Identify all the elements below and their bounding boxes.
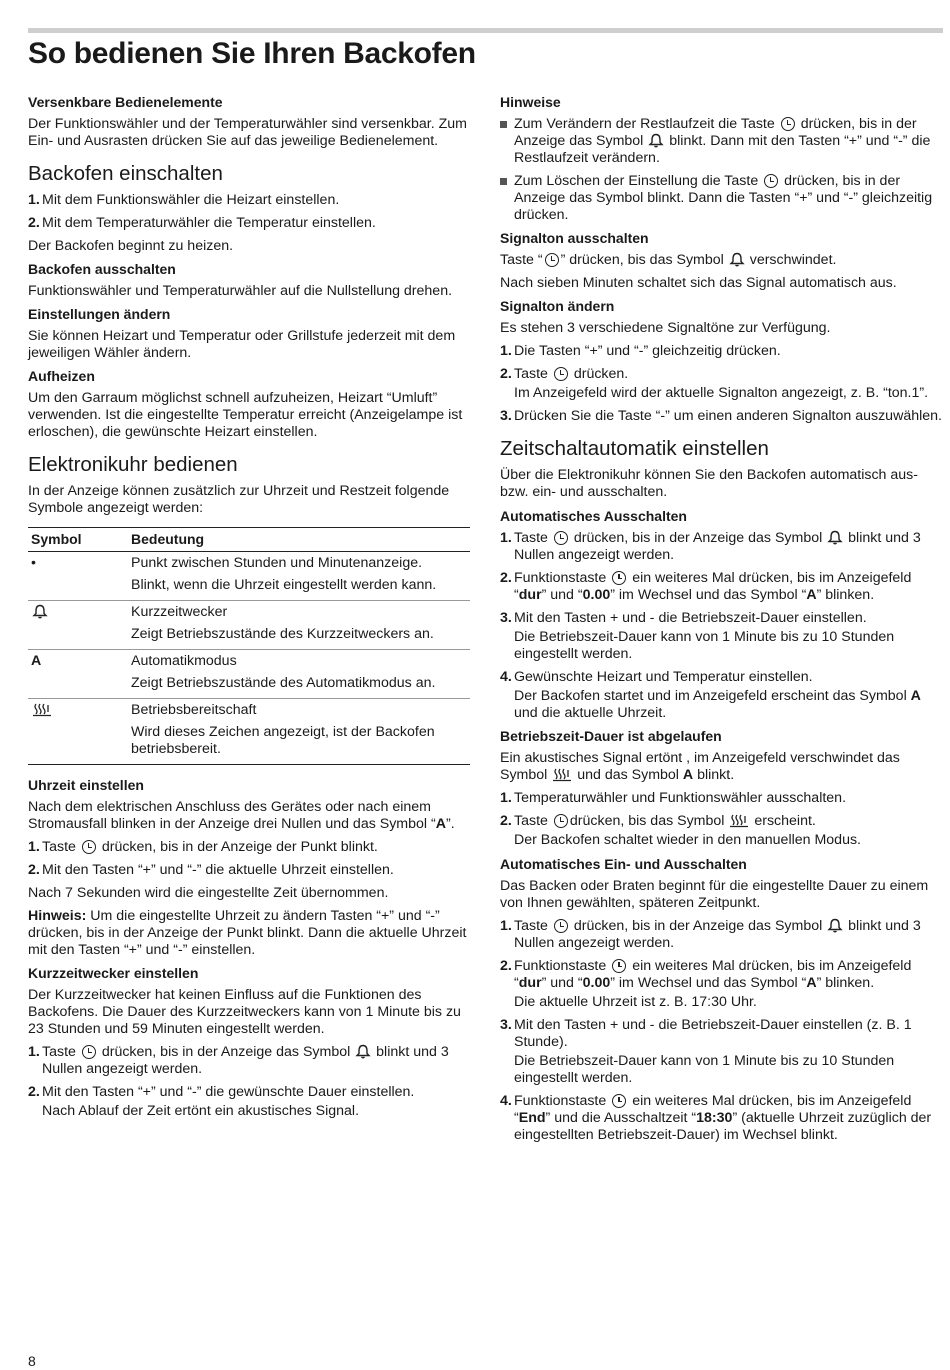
page-title: So bedienen Sie Ihren Backofen — [28, 37, 476, 70]
list-item: 1. Taste drücken, bis in der Anzeige der Punkt blinkt. — [28, 839, 378, 855]
aufheizen-heading: Aufheizen — [28, 368, 95, 384]
list-item: 2. Mit dem Temperaturwähler die Temperatur einstellen. — [28, 215, 376, 231]
einaus-steps — [500, 918, 942, 1144]
uhrzeit-steps — [28, 839, 470, 879]
einaus-heading: Automatisches Ein- und Ausschalten — [500, 856, 747, 872]
uhrzeit-after: Nach 7 Sekunden wird die eingestellte Zeit übernommen. — [28, 885, 389, 901]
versenkbar-text: Der Funktionswähler und der Temperaturwähler sind versenkbar. Zum Ein- und Ausrasten drücken Sie auf das jeweilige Bedienelement. — [28, 116, 467, 149]
abgelaufen-heading: Betriebszeit-Dauer ist abgelaufen — [500, 728, 722, 744]
uhrzeit-heading: Uhrzeit einstellen — [28, 777, 144, 793]
signal-aus-text: Taste “ ” drücken, bis das Symbol verschwindet. — [500, 252, 837, 268]
auto-aus-heading: Automatisches Ausschalten — [500, 508, 687, 524]
list-item: 2. Funktionstaste ein weiteres Mal drücken, bis im Anzeigefeld “dur” und “0.00” im Wechsel und das Symbol “A” blinken. Die aktuelle Uhrzeit ist z. B. 17:30 Uhr. — [500, 958, 912, 1010]
signal-and-heading: Signalton ändern — [500, 298, 615, 314]
clock-icon — [764, 174, 778, 188]
zeit-text: Über die Elektronikuhr können Sie den Backofen automatisch aus- bzw. ein- und ausschalten. — [500, 467, 918, 500]
list-item: 1. Die Tasten “+” und “-” gleichzeitig drücken. — [500, 343, 781, 359]
automatik-symbol: A — [28, 650, 128, 699]
header-rule — [28, 28, 943, 33]
table-row: • Punkt zwischen Stunden und Minutenanzeige. Blinkt, wenn die Uhrzeit eingestellt werden kann. — [28, 552, 470, 601]
bell-icon — [827, 918, 843, 933]
signal-aus-text-2: Nach sieben Minuten schaltet sich das Signal automatisch aus. — [500, 275, 897, 291]
bell-icon — [729, 252, 745, 267]
ausschalten-heading: Backofen ausschalten — [28, 261, 176, 277]
clock-icon — [554, 367, 568, 381]
clock-icon — [82, 1045, 96, 1059]
clock-icon — [612, 571, 626, 585]
list-item: Zum Löschen der Einstellung die Taste drücken, bis in der Anzeige das Symbol blinkt. Dann die Tasten “+” und “-” gleichzeitig drücken. — [500, 173, 942, 224]
list-item: 2. Taste drücken. Im Anzeigefeld wird der aktuelle Signalton angezeigt, z. B. “ton.1”. — [500, 366, 929, 401]
einstellungen-heading: Einstellungen ändern — [28, 306, 171, 322]
clock-icon — [545, 253, 559, 267]
list-item: 3. Mit den Tasten + und - die Betriebszeit-Dauer einstellen (z. B. 1 Stunde). Die Betriebszeit-Dauer kann von 1 Minute bis zu 10 Stunden eingestellt werden. — [500, 1017, 912, 1086]
right-column — [500, 94, 942, 1150]
heat-waves-icon — [552, 768, 572, 782]
einschalten-steps — [28, 192, 470, 232]
square-bullet-icon — [500, 121, 507, 128]
abgelaufen-steps — [500, 790, 942, 849]
table-row: A Automatikmodus Zeigt Betriebszustände des Automatikmodus an. — [28, 650, 470, 699]
list-item: 2. Funktionstaste ein weiteres Mal drücken, bis im Anzeigefeld “dur” und “0.00” im Wechsel und das Symbol “A” blinken. — [500, 570, 912, 603]
list-item: 4. Gewünschte Heizart und Temperatur einstellen. Der Backofen startet und im Anzeigefeld erscheint das Symbol A und die aktuelle Uhrzeit. — [500, 669, 921, 721]
page-number: 8 — [28, 1353, 36, 1369]
clock-icon — [554, 814, 568, 828]
list-item: Zum Verändern der Restlaufzeit die Taste drücken, bis in der Anzeige das Symbol blinkt. Dann mit den Tasten “+” und “-” die Restlaufzeit verändern. — [500, 116, 942, 167]
kurzzeit-steps — [28, 1044, 470, 1120]
left-column — [28, 94, 470, 1126]
hinweise-list — [500, 116, 942, 224]
table-row: Betriebsbereitschaft Wird dieses Zeichen angezeigt, ist der Backofen betriebsbereit. — [28, 699, 470, 765]
heat-waves-icon — [729, 814, 749, 828]
hinweise-heading: Hinweise — [500, 94, 561, 110]
list-item: 2. Taste drücken, bis das Symbol erscheint. Der Backofen schaltet wieder in den manuellen Modus. — [500, 813, 861, 848]
dot-symbol: • — [28, 552, 128, 601]
list-item: 1. Taste drücken, bis in der Anzeige das Symbol blinkt und 3 Nullen angezeigt werden. — [28, 1044, 449, 1077]
list-item: 1. Temperaturwähler und Funktionswähler ausschalten. — [500, 790, 847, 806]
einstellungen-text: Sie können Heizart und Temperatur oder Grillstufe jederzeit mit dem jeweiligen Wähler ändern. — [28, 328, 456, 361]
einschalten-after: Der Backofen beginnt zu heizen. — [28, 238, 234, 254]
table-header-symbol: Symbol — [28, 528, 128, 552]
list-item: 2. Mit den Tasten “+” und “-” die aktuelle Uhrzeit einstellen. — [28, 862, 394, 878]
list-item: 2. Mit den Tasten “+” und “-” die gewünschte Dauer einstellen. Nach Ablauf der Zeit ertönt ein akustisches Signal. — [28, 1084, 415, 1119]
clock-icon — [612, 959, 626, 973]
versenkbar-heading: Versenkbare Bedienelemente — [28, 94, 223, 110]
bell-icon — [355, 1044, 371, 1059]
ausschalten-text: Funktionswähler und Temperaturwähler auf die Nullstellung drehen. — [28, 283, 453, 299]
symbol-table — [28, 527, 470, 765]
table-header-bedeutung: Bedeutung — [128, 528, 470, 552]
list-item: 3. Drücken Sie die Taste “-” um einen anderen Signalton auszuwählen. — [500, 408, 942, 424]
aufheizen-text: Um den Garraum möglichst schnell aufzuheizen, Heizart “Umluft” verwenden. Ist die eingestellte Temperatur erreicht (Anzeigelampe ist erloschen), die gewünschte Heizart einstellen. — [28, 390, 463, 440]
signal-and-steps — [500, 343, 942, 425]
hinweis-note: Hinweis: Um die eingestellte Uhrzeit zu ändern Tasten “+” und “-” drücken, bis in der Anzeige der Punkt blinkt. Dann die aktuelle Uhrzeit mit den Tasten “+” und “-” einstellen. — [28, 908, 467, 958]
signal-and-text: Es stehen 3 verschiedene Signaltöne zur Verfügung. — [500, 320, 831, 336]
clock-icon — [612, 1094, 626, 1108]
einschalten-heading: Backofen einschalten — [28, 162, 223, 185]
bell-icon — [32, 604, 48, 619]
clock-icon — [781, 117, 795, 131]
bell-icon — [827, 530, 843, 545]
list-item: 4. Funktionstaste ein weiteres Mal drücken, bis im Anzeigefeld “End” und die Ausschaltzeit “18:30” (aktuelle Uhrzeit zuzüglich der eingestellten Betriebszeit-Dauer) im Wechsel blinkt. — [500, 1093, 932, 1143]
kurzzeit-text: Der Kurzzeitwecker hat keinen Einfluss auf die Funktionen des Backofens. Die Dauer des Kurzzeitweckers kann von 1 Minute bis zu 23 Stunden und 59 Minuten eingestellt werden. — [28, 987, 461, 1037]
signal-aus-heading: Signalton ausschalten — [500, 230, 649, 246]
uhr-heading: Elektronikuhr bedienen — [28, 453, 238, 476]
uhrzeit-text: Nach dem elektrischen Anschluss des Gerätes oder nach einem Stromausfall blinken in der Anzeige drei Nullen und das Symbol “A”. — [28, 799, 455, 832]
list-item: 3. Mit den Tasten + und - die Betriebszeit-Dauer einstellen. Die Betriebszeit-Dauer kann von 1 Minute bis zu 10 Stunden eingestellt werden. — [500, 610, 895, 662]
einaus-text: Das Backen oder Braten beginnt für die eingestellte Dauer zu einem von Ihnen gewählten, späteren Zeitpunkt. — [500, 878, 929, 911]
bell-icon — [648, 133, 664, 148]
zeit-heading: Zeitschaltautomatik einstellen — [500, 437, 769, 460]
auto-aus-steps — [500, 530, 942, 722]
abgelaufen-text: Ein akustisches Signal ertönt , im Anzeigefeld verschwindet das Symbol und das Symbol A blinkt. — [500, 750, 900, 783]
square-bullet-icon — [500, 178, 507, 185]
clock-icon — [554, 531, 568, 545]
list-item: 1. Taste drücken, bis in der Anzeige das Symbol blinkt und 3 Nullen angezeigt werden. — [500, 918, 921, 951]
list-item: 1. Taste drücken, bis in der Anzeige das Symbol blinkt und 3 Nullen angezeigt werden. — [500, 530, 921, 563]
clock-icon — [554, 919, 568, 933]
uhr-intro: In der Anzeige können zusätzlich zur Uhrzeit und Restzeit folgende Symbole angezeigt werden: — [28, 483, 450, 516]
clock-icon — [82, 840, 96, 854]
table-row: Kurzzeitwecker Zeigt Betriebszustände des Kurzzeitweckers an. — [28, 601, 470, 650]
list-item: 1. Mit dem Funktionswähler die Heizart einstellen. — [28, 192, 340, 208]
heat-waves-icon — [32, 703, 52, 717]
kurzzeit-heading: Kurzzeitwecker einstellen — [28, 965, 199, 981]
